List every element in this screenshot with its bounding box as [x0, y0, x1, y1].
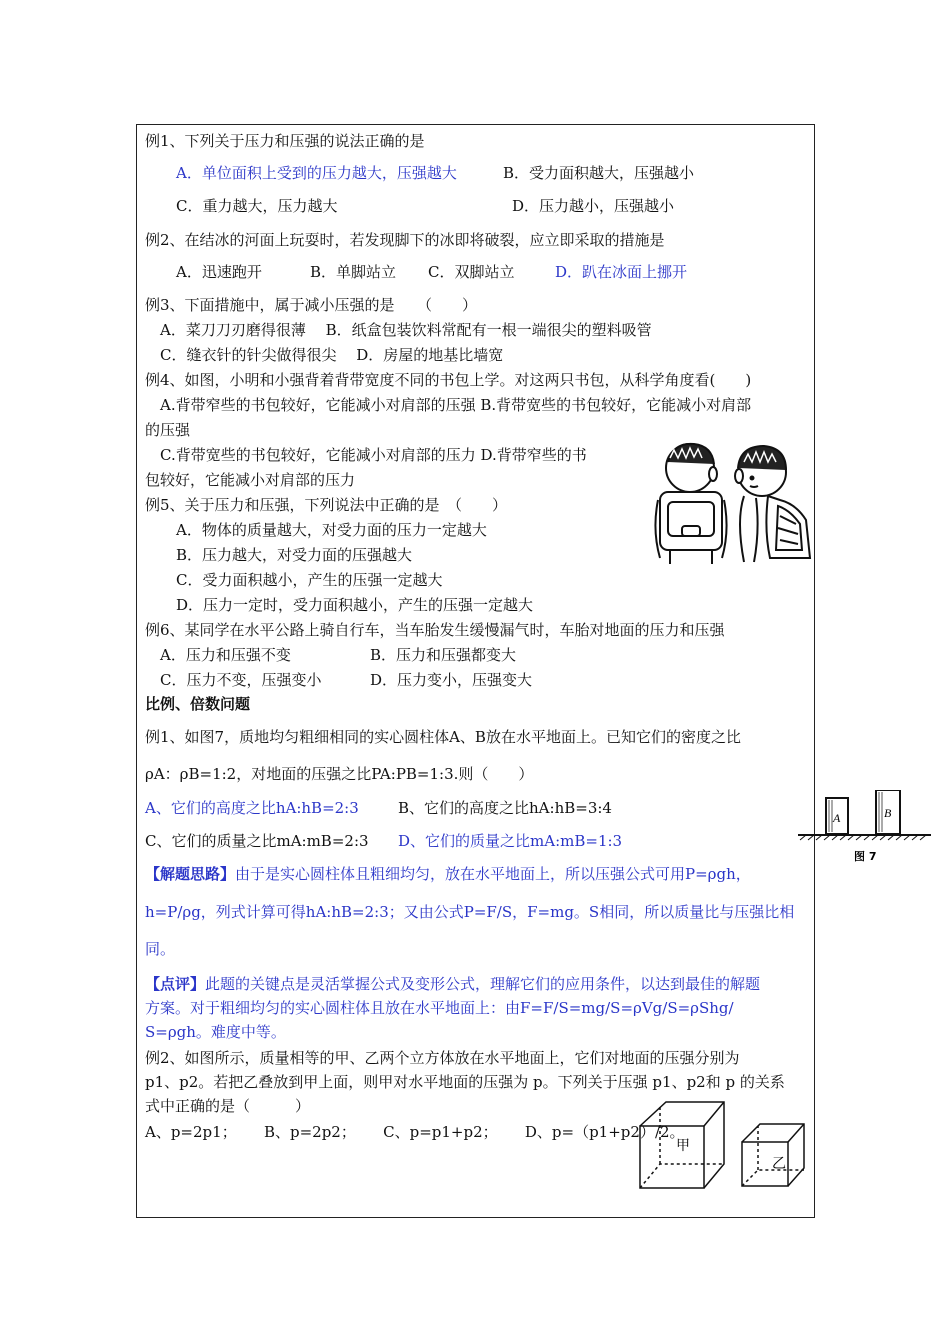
section-title: 比例、倍数问题: [145, 695, 251, 713]
ex1-question: 例1、下列关于压力和压强的说法正确的是: [145, 132, 425, 150]
ex2-option-a: A．迅速跑开: [176, 263, 262, 281]
ex1-option-b: B．受力面积越大，压强越小: [503, 164, 695, 182]
ex3-options-ab: A．菜刀刀刃磨得很薄 B．纸盒包装饮料常配有一根一端很尖的塑料吸管: [160, 321, 652, 339]
ex4-line-1: A.背带窄些的书包较好，它能减小对肩部的压强 B.背带宽些的书包较好，它能减小对肩部: [160, 396, 752, 414]
ex4-line-2: 的压强: [145, 421, 191, 439]
ex5-question: 例5、关于压力和压强，下列说法中正确的是 （ ）: [145, 496, 508, 514]
ex5-option-c: C．受力面积越小，产生的压强一定越大: [176, 571, 443, 589]
p1-option-b: B、它们的高度之比hA:hB=3:4: [398, 799, 612, 817]
ex3-question: 例3、下面措施中，属于减小压强的是 （ ）: [145, 296, 478, 314]
p1-question: 例1、如图7，质地均匀粗细相同的实心圆柱体A、B放在水平地面上。已知它们的密度之比: [145, 728, 741, 746]
p2-options: A、p=2p1； B、p=2p2； C、p=p1+p2； D、p=（p1+p2）/2。: [145, 1123, 685, 1141]
cylinder-a-label: A: [833, 811, 841, 825]
ex2-option-c: C．双脚站立: [428, 263, 515, 281]
ex2-question: 例2、在结冰的河面上玩耍时，若发现脚下的冰即将破裂，应立即采取的措施是: [145, 231, 665, 249]
ex2-option-d: D．趴在冰面上挪开: [555, 263, 688, 281]
p1-option-a: A、它们的高度之比hA:hB=2:3: [145, 799, 359, 817]
ex1-option-d: D．压力越小，压强越小: [512, 197, 675, 215]
p1-think-line-2: h=P/ρg，列式计算可得hA:hB=2:3；又由公式P=F/S，F=mg。S相同，所以质量比与压强比相: [145, 903, 795, 921]
ex4-line-4: 包较好，它能减小对肩部的压力: [145, 471, 356, 489]
ex6-option-a: A．压力和压强不变: [160, 646, 291, 664]
ex5-option-a: A．物体的质量越大，对受力面的压力一定越大: [176, 521, 487, 539]
p1-option-d: D、它们的质量之比mA:mB=1:3: [398, 832, 623, 850]
ex6-question: 例6、某同学在水平公路上骑自行车，当车胎发生缓慢漏气时，车胎对地面的压力和压强: [145, 621, 725, 639]
cube-yi-label: 乙: [772, 1156, 786, 1172]
ex4-question: 例4、如图，小明和小强背着背带宽度不同的书包上学。对这两只书包，从科学角度看( ): [145, 371, 752, 389]
cube-jia-label: 甲: [676, 1138, 690, 1154]
ex6-option-c: C．压力不变，压强变小: [160, 671, 322, 689]
p1-comment-line-1: 【点评】此题的关键点是灵活掌握公式及变形公式，理解它们的应用条件，以达到最佳的解题: [145, 975, 761, 993]
ex6-option-d: D．压力变小，压强变大: [370, 671, 533, 689]
p1-question-line-2: ρA：ρB=1:2，对地面的压强之比PA:PB=1:3.则（ ）: [145, 765, 534, 783]
p1-think-line-1: 【解题思路】由于是实心圆柱体且粗细均匀，放在水平地面上，所以压强公式可用P=ρgh，: [145, 865, 751, 883]
p1-option-c: C、它们的质量之比mA:mB=2:3: [145, 832, 369, 850]
p1-comment-line-3: S=ρgh。难度中等。: [145, 1023, 286, 1041]
ex4-line-3: C.背带宽些的书包较好，它能减小对肩部的压力 D.背带窄些的书: [160, 446, 587, 464]
ex3-options-cd: C．缝衣针的针尖做得很尖 D．房屋的地基比墙宽: [160, 346, 504, 364]
ex1-option-c: C．重力越大，压力越大: [176, 197, 338, 215]
ex6-option-b: B．压力和压强都变大: [370, 646, 517, 664]
ex5-option-d: D．压力一定时，受力面积越小，产生的压强一定越大: [176, 596, 534, 614]
ex5-option-b: B．压力越大，对受力面的压强越大: [176, 546, 413, 564]
ex1-option-a: A．单位面积上受到的压力越大，压强越大: [176, 164, 457, 182]
ex2-option-b: B．单脚站立: [310, 263, 397, 281]
p2-question-line-2: p1、p2。若把乙叠放到甲上面，则甲对水平地面的压强为 p。下列关于压强 p1、p2和 p 的关系: [145, 1073, 785, 1091]
p1-think-line-3: 同。: [145, 940, 176, 958]
backpack-children-figure: [640, 440, 815, 565]
figure-7-label: 图 7: [854, 850, 877, 863]
figure-7-cylinders: [798, 790, 931, 865]
p1-comment-line-2: 方案。对于粗细均匀的实心圆柱体且放在水平地面上：由F=F/S=mg/S=ρVg/S=ρShg/: [145, 999, 734, 1017]
cylinder-b-label: B: [884, 806, 892, 820]
cubes-figure: [638, 1100, 818, 1192]
p2-question-line-1: 例2、如图所示，质量相等的甲、乙两个立方体放在水平地面上，它们对地面的压强分别为: [145, 1049, 740, 1067]
p2-question-line-3: 式中正确的是（ ）: [145, 1097, 311, 1115]
